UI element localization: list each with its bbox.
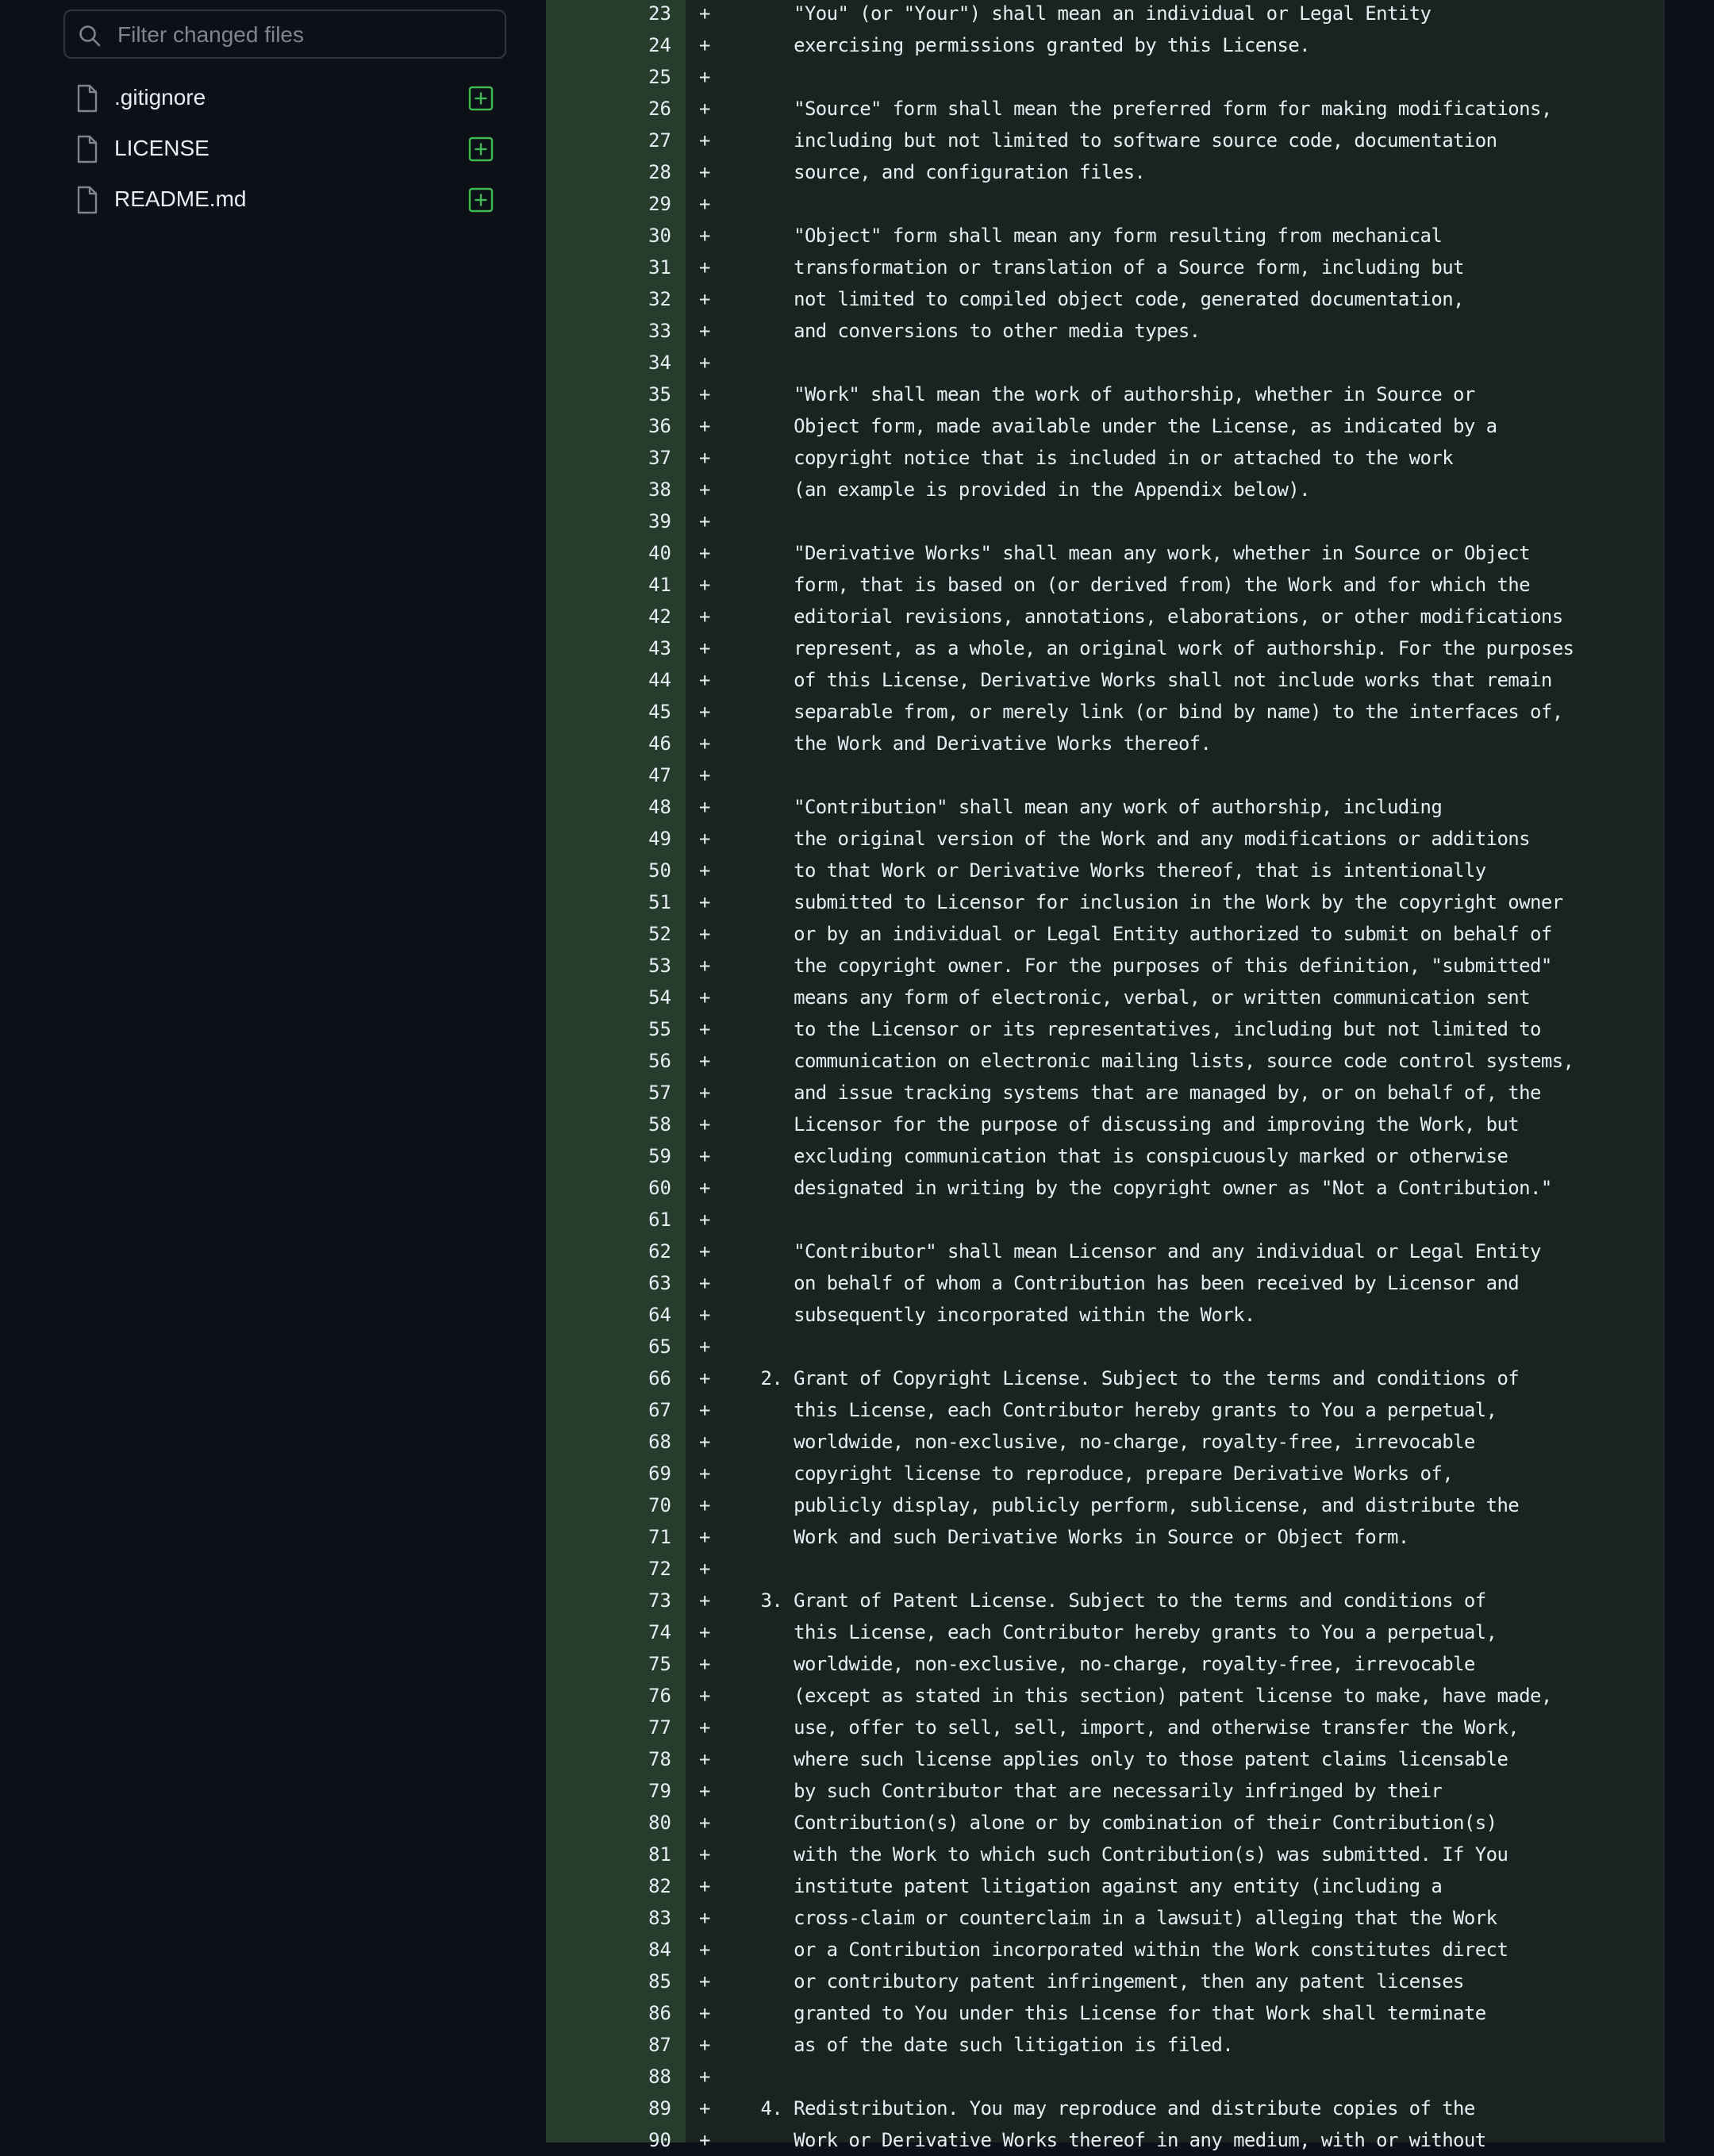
file-item-license[interactable] [63,127,506,171]
added-line-marker: + [699,510,711,532]
added-line-marker: + [699,1018,711,1040]
diff-line [546,601,1663,632]
line-number[interactable]: 83 [648,1907,671,1929]
diff-line [546,791,1663,823]
added-line-marker: + [699,669,711,691]
diff-line [546,2061,1663,2093]
code-text: as of the date such litigation is filed. [728,2034,1234,2056]
line-number[interactable]: 32 [648,288,671,310]
added-line-marker: + [699,1653,711,1675]
diff-line [546,2029,1663,2061]
code-text: "You" (or "Your") shall mean an individual or Legal Entity [728,2,1432,25]
diff-line [546,252,1663,283]
line-number[interactable]: 55 [648,1018,671,1040]
file-name: README.md [114,186,247,211]
line-number[interactable]: 67 [648,1399,671,1421]
line-number[interactable]: 42 [648,605,671,628]
added-line-marker: + [699,923,711,945]
diff-line [546,442,1663,474]
line-number[interactable]: 50 [648,859,671,882]
code-text: excluding communication that is conspicuously marked or otherwise [728,1145,1508,1167]
line-number[interactable]: 48 [648,796,671,818]
line-number[interactable]: 29 [648,193,671,215]
code-text: worldwide, non-exclusive, no-charge, royalty-free, irrevocable [728,1431,1475,1453]
diff-line [546,125,1663,156]
diff-line [546,1997,1663,2029]
diff-line [546,474,1663,505]
added-line-marker: + [699,1970,711,1993]
line-number[interactable]: 78 [648,1748,671,1770]
code-text: designated in writing by the copyright owner as "Not a Contribution." [728,1177,1552,1199]
added-line-marker: + [699,193,711,215]
line-number[interactable]: 84 [648,1939,671,1961]
added-line-marker: + [699,2129,711,2151]
diff-line [546,1362,1663,1394]
diff-line [546,1966,1663,1997]
code-text: or contributory patent infringement, then any patent licenses [728,1970,1464,1993]
code-text: where such license applies only to those patent claims licensable [728,1748,1508,1770]
line-number[interactable]: 88 [648,2066,671,2088]
line-number[interactable]: 38 [648,478,671,501]
code-text: communication on electronic mailing lists, source code control systems, [728,1050,1574,1072]
line-number[interactable]: 53 [648,955,671,977]
code-text: represent, as a whole, an original work of authorship. For the purposes [728,637,1574,659]
diff-line [546,855,1663,886]
added-line-marker: + [699,1367,711,1389]
line-number[interactable]: 31 [648,256,671,279]
code-text: this License, each Contributor hereby grants to You a perpetual, [728,1399,1497,1421]
code-text: cross-claim or counterclaim in a lawsuit) alleging that the Work [728,1907,1497,1929]
code-text: the copyright owner. For the purposes of this definition, "submitted" [728,955,1552,977]
added-line-marker: + [699,1082,711,1104]
diff-line [546,918,1663,950]
added-line-marker: + [699,1462,711,1485]
line-number[interactable]: 34 [648,352,671,374]
added-line-marker: + [699,891,711,913]
code-text: Work or Derivative Works thereof in any medium, with or without [728,2129,1486,2151]
added-line-marker: + [699,1939,711,1961]
right-panel-edge [1663,0,1714,2143]
diff-line [546,1712,1663,1743]
line-number[interactable]: 23 [648,2,671,25]
line-number[interactable]: 90 [648,2129,671,2151]
file-tree-sidebar [0,0,546,2143]
added-line-marker: + [699,256,711,279]
line-number[interactable]: 75 [648,1653,671,1675]
file-icon [76,84,98,113]
code-text: granted to You under this License for that Work shall terminate [728,2002,1486,2024]
diff-line [546,982,1663,1013]
diff-line [546,1553,1663,1585]
added-line-marker: + [699,574,711,596]
line-number[interactable]: 72 [648,1558,671,1580]
code-text: subsequently incorporated within the Work. [728,1304,1255,1326]
code-text: including but not limited to software source code, documentation [728,129,1497,152]
diff-line [546,379,1663,410]
diff-line [546,1204,1663,1236]
code-text: by such Contributor that are necessarily infringed by their [728,1780,1443,1802]
diff-line [546,1807,1663,1839]
diff-line [546,315,1663,347]
added-line-marker: + [699,764,711,786]
code-text: submitted to Licensor for inclusion in the Work by the copyright owner [728,891,1563,913]
code-text: with the Work to which such Contribution(s) was submitted. If You [728,1843,1508,1866]
added-line-marker: + [699,225,711,247]
line-number[interactable]: 27 [648,129,671,152]
diff-line [546,1077,1663,1109]
code-text: the Work and Derivative Works thereof. [728,732,1212,755]
code-text: (except as stated in this section) patent license to make, have made, [728,1685,1552,1707]
added-line-marker: + [699,2066,711,2088]
line-number[interactable]: 36 [648,415,671,437]
code-text: "Work" shall mean the work of authorship, whether in Source or [728,383,1475,405]
added-line-marker: + [699,1209,711,1231]
code-text: the original version of the Work and any modifications or additions [728,828,1530,850]
line-number[interactable]: 62 [648,1240,671,1262]
diff-line [546,1648,1663,1680]
code-text: "Contributor" shall mean Licensor and any individual or Legal Entity [728,1240,1541,1262]
added-line-marker: + [699,701,711,723]
line-number[interactable]: 57 [648,1082,671,1104]
line-number[interactable]: 51 [648,891,671,913]
line-number[interactable]: 87 [648,2034,671,2056]
file-added-icon [468,86,494,111]
added-line-marker: + [699,34,711,56]
diff-line [546,2124,1663,2156]
added-line-marker: + [699,320,711,342]
diff-line [546,93,1663,125]
code-text: to that Work or Derivative Works thereof, that is intentionally [728,859,1486,882]
added-line-marker: + [699,1399,711,1421]
code-text: 4. Redistribution. You may reproduce and distribute copies of the [728,2097,1475,2119]
line-number[interactable]: 47 [648,764,671,786]
line-number[interactable]: 30 [648,225,671,247]
line-number[interactable]: 68 [648,1431,671,1453]
file-item-readme[interactable] [63,178,506,222]
line-number[interactable]: 37 [648,447,671,469]
line-number[interactable]: 56 [648,1050,671,1072]
added-line-marker: + [699,1050,711,1072]
diff-line [546,1236,1663,1267]
diff-line [546,1585,1663,1616]
diff-line [546,632,1663,664]
line-number[interactable]: 77 [648,1716,671,1739]
code-text: copyright notice that is included in or attached to the work [728,447,1454,469]
diff-line [546,283,1663,315]
added-line-marker: + [699,1907,711,1929]
line-number[interactable]: 89 [648,2097,671,2119]
added-line-marker: + [699,828,711,850]
line-number[interactable]: 24 [648,34,671,56]
line-number[interactable]: 54 [648,986,671,1009]
line-number[interactable]: 79 [648,1780,671,1802]
code-text: "Derivative Works" shall mean any work, whether in Source or Object [728,542,1530,564]
code-text: "Object" form shall mean any form resulting from mechanical [728,225,1443,247]
code-text: editorial revisions, annotations, elaborations, or other modifications [728,605,1563,628]
added-line-marker: + [699,1843,711,1866]
diff-line [546,29,1663,61]
code-text: source, and configuration files. [728,161,1146,183]
added-line-marker: + [699,1145,711,1167]
line-number[interactable]: 59 [648,1145,671,1167]
added-line-marker: + [699,2,711,25]
code-text: 2. Grant of Copyright License. Subject to the terms and conditions of [728,1367,1520,1389]
diff-line [546,1045,1663,1077]
diff-line [546,569,1663,601]
code-text: (an example is provided in the Appendix below). [728,478,1311,501]
code-text: on behalf of whom a Contribution has been received by Licensor and [728,1272,1520,1294]
code-text: this License, each Contributor hereby grants to You a perpetual, [728,1621,1497,1643]
code-text: not limited to compiled object code, generated documentation, [728,288,1464,310]
diff-line [546,823,1663,855]
diff-line [546,1902,1663,1934]
diff-line [546,1426,1663,1458]
code-text: publicly display, publicly perform, sublicense, and distribute the [728,1494,1520,1516]
line-number[interactable]: 63 [648,1272,671,1294]
code-text: to the Licensor or its representatives, including but not limited to [728,1018,1541,1040]
added-line-marker: + [699,352,711,374]
file-icon [76,135,98,163]
diff-line [546,1172,1663,1204]
diff-line [546,537,1663,569]
added-line-marker: + [699,637,711,659]
line-number[interactable]: 39 [648,510,671,532]
diff-line [546,1458,1663,1489]
line-number[interactable]: 41 [648,574,671,596]
diff-line [546,0,1663,29]
file-item-gitignore[interactable] [63,76,506,121]
diff-line [546,1521,1663,1553]
diff-line [546,1299,1663,1331]
code-text: or by an individual or Legal Entity authorized to submit on behalf of [728,923,1552,945]
diff-line [546,1013,1663,1045]
line-number[interactable]: 66 [648,1367,671,1389]
diff-line [546,759,1663,791]
line-number[interactable]: 65 [648,1335,671,1358]
code-text: worldwide, non-exclusive, no-charge, royalty-free, irrevocable [728,1653,1475,1675]
added-line-marker: + [699,98,711,120]
added-line-marker: + [699,1875,711,1897]
diff-line [546,950,1663,982]
code-text: and issue tracking systems that are managed by, or on behalf of, the [728,1082,1541,1104]
diff-line [546,1775,1663,1807]
diff-line [546,1934,1663,1966]
line-number[interactable]: 25 [648,66,671,88]
added-line-marker: + [699,1748,711,1770]
code-text: 3. Grant of Patent License. Subject to the terms and conditions of [728,1589,1486,1612]
code-text: copyright license to reproduce, prepare Derivative Works of, [728,1462,1454,1485]
added-line-marker: + [699,542,711,564]
filter-box [63,10,506,59]
diff-line [546,1331,1663,1362]
diff-line [546,1743,1663,1775]
added-line-marker: + [699,2002,711,2024]
line-number[interactable]: 43 [648,637,671,659]
added-line-marker: + [699,1240,711,1262]
diff-line [546,1267,1663,1299]
line-number[interactable]: 28 [648,161,671,183]
added-line-marker: + [699,383,711,405]
diff-line [546,347,1663,379]
file-name: .gitignore [114,85,206,110]
added-line-marker: + [699,1335,711,1358]
line-number[interactable]: 85 [648,1970,671,1993]
added-line-marker: + [699,161,711,183]
line-number[interactable]: 46 [648,732,671,755]
line-number[interactable]: 73 [648,1589,671,1612]
code-text: Contribution(s) alone or by combination of their Contribution(s) [728,1812,1497,1834]
line-number[interactable]: 86 [648,2002,671,2024]
added-line-marker: + [699,66,711,88]
added-line-marker: + [699,1494,711,1516]
added-line-marker: + [699,1780,711,1802]
line-number[interactable]: 71 [648,1526,671,1548]
file-name: LICENSE [114,136,209,160]
line-number[interactable]: 60 [648,1177,671,1199]
added-line-marker: + [699,1113,711,1136]
code-text: institute patent litigation against any entity (including a [728,1875,1443,1897]
diff-line [546,696,1663,728]
added-line-marker: + [699,1272,711,1294]
code-text: separable from, or merely link (or bind by name) to the interfaces of, [728,701,1563,723]
line-number[interactable]: 33 [648,320,671,342]
code-text: form, that is based on (or derived from) the Work and for which the [728,574,1530,596]
added-line-marker: + [699,1177,711,1199]
line-number[interactable]: 81 [648,1843,671,1866]
added-line-marker: + [699,2097,711,2119]
file-added-icon [468,136,494,162]
diff-line [546,664,1663,696]
code-text: "Contribution" shall mean any work of authorship, including [728,796,1443,818]
line-number[interactable]: 52 [648,923,671,945]
diff-line [546,1489,1663,1521]
added-line-marker: + [699,415,711,437]
line-number[interactable]: 64 [648,1304,671,1326]
added-line-marker: + [699,1685,711,1707]
added-line-marker: + [699,1621,711,1643]
line-number[interactable]: 74 [648,1621,671,1643]
line-number[interactable]: 35 [648,383,671,405]
added-line-marker: + [699,1558,711,1580]
added-line-marker: + [699,478,711,501]
line-number[interactable]: 45 [648,701,671,723]
diff-line [546,505,1663,537]
added-line-marker: + [699,447,711,469]
added-line-marker: + [699,859,711,882]
code-text: transformation or translation of a Source form, including but [728,256,1464,279]
diff-line [546,1870,1663,1902]
code-text: exercising permissions granted by this License. [728,34,1311,56]
added-line-marker: + [699,1431,711,1453]
code-text: use, offer to sell, sell, import, and otherwise transfer the Work, [728,1716,1520,1739]
added-line-marker: + [699,129,711,152]
diff-line [546,1680,1663,1712]
diff-line [546,728,1663,759]
diff-line [546,188,1663,220]
diff-line [546,410,1663,442]
added-line-marker: + [699,1589,711,1612]
line-number[interactable]: 76 [648,1685,671,1707]
diff-line [546,1839,1663,1870]
diff-line [546,886,1663,918]
search-icon [78,24,102,48]
diff-line [546,1109,1663,1140]
diff-line [546,2093,1663,2124]
code-text: Licensor for the purpose of discussing and improving the Work, but [728,1113,1520,1136]
added-line-marker: + [699,955,711,977]
added-line-marker: + [699,796,711,818]
file-added-icon [468,187,494,213]
added-line-marker: + [699,986,711,1009]
file-icon [76,186,98,214]
line-number[interactable]: 69 [648,1462,671,1485]
line-number[interactable]: 82 [648,1875,671,1897]
diff-line [546,220,1663,252]
diff-line [546,61,1663,93]
line-number[interactable]: 61 [648,1209,671,1231]
line-number[interactable]: 70 [648,1494,671,1516]
code-text: and conversions to other media types. [728,320,1201,342]
diff-line [546,1140,1663,1172]
added-line-marker: + [699,732,711,755]
added-line-marker: + [699,288,711,310]
line-number[interactable]: 44 [648,669,671,691]
added-line-marker: + [699,2034,711,2056]
added-line-marker: + [699,1716,711,1739]
code-text: Work and such Derivative Works in Source or Object form. [728,1526,1409,1548]
filter-changed-files-input[interactable] [116,13,500,57]
code-text: means any form of electronic, verbal, or written communication sent [728,986,1530,1009]
line-number[interactable]: 26 [648,98,671,120]
added-line-marker: + [699,605,711,628]
diff-line [546,156,1663,188]
added-line-marker: + [699,1304,711,1326]
code-text: or a Contribution incorporated within the Work constitutes direct [728,1939,1508,1961]
line-number[interactable]: 58 [648,1113,671,1136]
code-text: of this License, Derivative Works shall not include works that remain [728,669,1552,691]
added-line-marker: + [699,1526,711,1548]
diff-line [546,1394,1663,1426]
diff-view [546,0,1663,2151]
added-line-marker: + [699,1812,711,1834]
code-text: "Source" form shall mean the preferred form for making modifications, [728,98,1552,120]
code-text: Object form, made available under the License, as indicated by a [728,415,1497,437]
diff-line [546,1616,1663,1648]
line-number[interactable]: 80 [648,1812,671,1834]
line-number[interactable]: 40 [648,542,671,564]
line-number[interactable]: 49 [648,828,671,850]
